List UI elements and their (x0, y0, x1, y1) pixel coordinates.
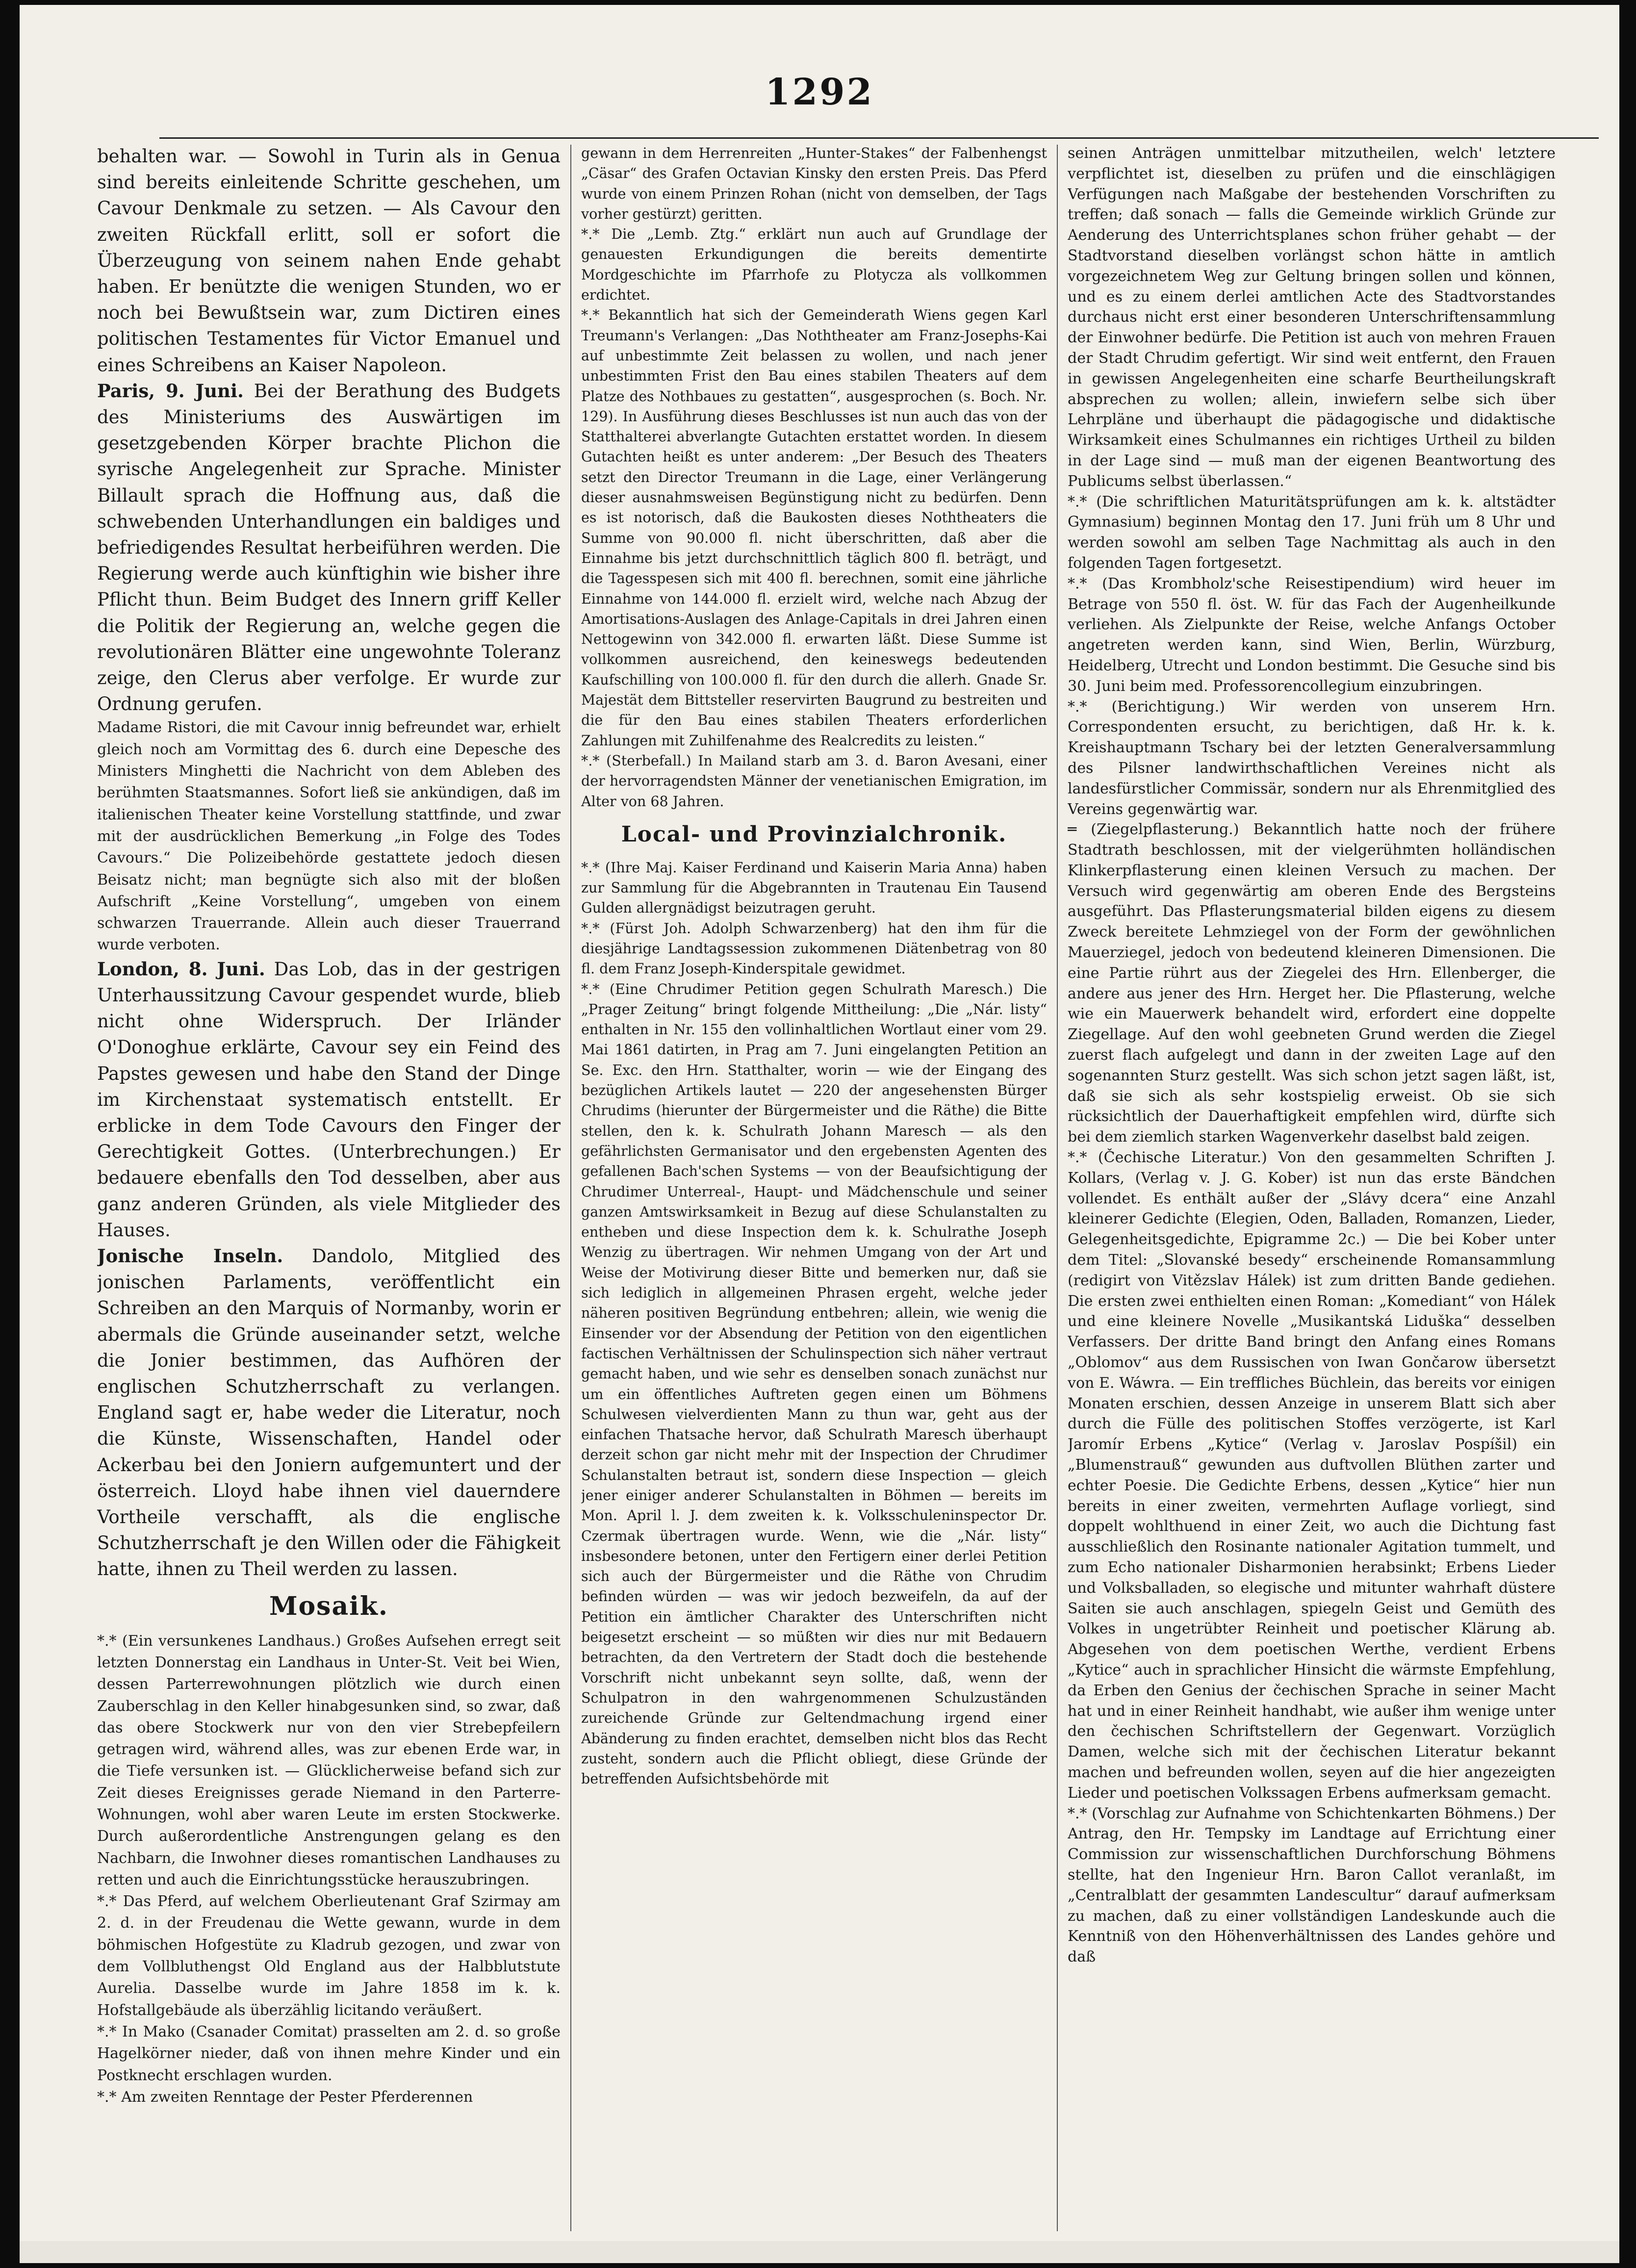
column-right (1068, 143, 1556, 2242)
dateline-paris: Paris, 9. Juni. (97, 380, 244, 402)
column-left (97, 143, 561, 2242)
paragraph-ziegel: ═ (Ziegelpflasterung.) Bekanntlich hatte noch der frühere Stadtrath beschlossen, mit der vielgerühmten holländischen Klinkerpflasterung einen kleinen Versuch zu machen. Der Versuch wird gegenwärtig am oberen Ende des Bergsteins ausgeführt. Das Pflasterungsmaterial bilden eigens zu diesem Zweck bereitete Lehmziegel von der Form der gewöhnlichen Mauerziegel, jedoch von bedeutend kleineren Dimensionen. Die eine Partie rührt aus der Ziegelei des Hrn. Ellenberger, die andere aus jener des Hrn. Herget her. Die Pflasterung, welche wie ein Mauerwerk behandelt wird, erfordert eine doppelte Ziegellage. Auf den wohl geebneten Grund werden die Ziegel zuerst flach aufgelegt und dann in der zweiten Lage auf den sogenannten Sturz gestellt. Was sich schon jetzt sagen läßt, ist, daß sie sich als sehr kostspielig erweist. Ob sie sich rücksichtlich der Dauerhaftigkeit empfehlen wird, dürfte sich bei dem ziemlich starken Wagenverkehr daselbst bald zeigen. (1068, 821, 1556, 1146)
paragraph-ristori: Madame Ristori, die mit Cavour innig befreundet war, erhielt gleich noch am Vormittag des 6. durch eine Depesche des Ministers Minghetti die Nachricht von dem Ableben des berühmten Staatsmannes. Sofort ließ sie ankündigen, daß im italienischen Theater keine Vorstellung stattfinde, und zwar mit der ausdrücklichen Bemerkung „in Folge des Todes Cavours.“ Die Polizeibehörde gestattete jedoch diesen Beisatz nicht; man begnügte sich also mit der bloßen Aufschrift „Keine Vorstellung“, umgeben von einem schwarzen Trauerrande. Allein auch dieser Trauerrand wurde verboten. (97, 719, 561, 954)
paragraph-matura: *.* (Die schriftlichen Maturitätsprüfungen am k. k. altstädter Gymnasium) beginnen Montag den 17. Juni früh um 8 Uhr und werden sowohl am selben Tage Nachmittag als auch in den folgenden Tagen fortgesetzt. (1068, 493, 1556, 572)
paragraph-lemberg: *.* Die „Lemb. Ztg.“ erklärt nun auch auf Grundlage der genauesten Erkundigungen die bereits dementirte Mordgeschichte im Pfarrhofe zu Plotycza als vollkommen erdichtet. (581, 226, 1047, 304)
paragraph-berichtigung: *.* (Berichtigung.) Wir werden von unserem Hrn. Correspondenten ersucht, zu berichtigen, daß Hr. k. k. Kreishauptmann Tschary bei der letzten Generalversammlung des Pilsner landwirthschaftlichen Vereines nicht als landesfürstlicher Commissär, sondern nur als Ehrenmitglied des Vereins gegenwärtig war. (1068, 698, 1556, 818)
bottom-margin (20, 2241, 1619, 2263)
paragraph-petition-cont: seinen Anträgen unmittelbar mitzutheilen, welch' letztere verpflichtet ist, dieselben zu prüfen und die einschlägigen Verfügungen nach Maßgabe der bestehenden Vorschriften zu treffen; daß sonach — falls die Gemeinde wirklich Gründe zur Aenderung des Unterrichtsplanes schon früher gehabt — der Stadtvorstand dieselben vorlängst schon hätte in amtlich vorgezeichnetem Weg zur Geltung bringen sollen und können, und es zu einem derlei amtlichen Acte des Stadtvorstandes durchaus nicht erst einer besonderen Unterschriftensammlung der Einwohner bedürfe. Die Petition ist auch von mehren Frauen der Stadt Chrudim gefertigt. Wir sind weit entfernt, den Frauen in gewissen Angelegenheiten eine scharfe Beurtheilungskraft absprechen zu wollen; allein, inwiefern selbe sich über Lehrpläne und überhaupt die pädagogische und didaktische Wirksamkeit eines Schulmannes ein richtiges Urtheil zu bilden in der Lage sind — muß man der eigenen Beantwortung des Publicums selbst überlassen.“ (1068, 145, 1556, 490)
section-heading-local: Local- und Provinzialchronik. (621, 821, 1007, 847)
paragraph-kaiser: *.* (Ihre Maj. Kaiser Ferdinand und Kaiserin Maria Anna) haben zur Sammlung für die Abgebrannten in Trautenau Ein Tausend Gulden allergnädigst beizutragen geruht. (581, 859, 1047, 917)
dateline-ionian: Jonische Inseln. (97, 1245, 283, 1267)
paragraph-treumann: *.* Bekanntlich hat sich der Gemeinderath Wiens gegen Karl Treumann's Verlangen: „Das Noththeater am Franz-Josephs-Kai auf unbestimmte Zeit belassen zu wollen, und nach jener unbestimmten Frist den Bau eines stabilen Theaters auf dem Platze des Nothbaues zu gestatten“, ausgesprochen (s. Boch. Nr. 129). In Ausführung dieses Beschlusses ist nun auch das von der Statthalterei abverlangte Gutachten erstattet worden. In diesem Gutachten heißt es unter anderem: „Der Besuch des Theaters setzt den Director Treumann in die Lage, einer Verlängerung dieser ausnahmsweisen Begünstigung nicht zu bedürfen. Denn es ist notorisch, daß die Baukosten dieses Noththeaters die Summe von 90.000 fl. nicht überschritten, daß aber die Einnahme bis jetzt durchschnittlich täglich 800 fl. beträgt, und die Tagesspesen sich mit 400 fl. berechnen, somit eine jährliche Einnahme von 144.000 fl. erzielt wird, welche nach Abzug der Amortisations-Auslagen des Anlage-Capitals in drei Jahren einen Nettogewinn von 342.000 fl. erwarten läßt. Diese Summe ist vollkommen ausreichend, den keineswegs bedeutenden Kaufschilling von 100.000 fl. für den durch die allerh. Gnade Sr. Majestät dem Bittsteller reservirten Baugrund zu bestreiten und die für den Bau eines stabilen Theaters erforderlichen Zahlungen mit Zuhilfenahme des Realcredits zu leisten.“ (581, 307, 1047, 749)
paragraph-sterbefall: *.* (Sterbefall.) In Mailand starb am 3. d. Baron Avesani, einer der hervorragendsten Männer der venetianischen Emigration, im Alter von 68 Jahren. (581, 752, 1047, 810)
paragraph-caesar: gewann in dem Herrenreiten „Hunter-Stakes“ der Falbenhengst „Cäsar“ des Grafen Octavian Kinsky den ersten Preis. Das Pferd wurde von einem Prinzen Rohan (nicht von demselben, der Tags vorher gestürzt) geritten. (581, 145, 1047, 222)
paragraph-schichtenkarten: *.* (Vorschlag zur Aufnahme von Schichtenkarten Böhmens.) Der Antrag, den Hr. Tempsky im Landtage auf Errichtung einer Commission zur wissenschaftlichen Durchforschung Böhmens stellte, hat den Ingenieur Hrn. Baron Callot veranlaßt, im „Centralblatt der gesammten Landescultur“ darauf aufmerksam zu machen, daß zu einer vollständigen Landeskunde auch die Kenntniß von den Höhenverhältnissen des Landes gehöre und daß (1068, 1805, 1556, 1966)
paragraph-pester: *.* Am zweiten Renntage der Pester Pferderennen (97, 2088, 473, 2106)
london-text: Das Lob, das in der gestrigen Unterhaussitzung Cavour gespendet wurde, blieb nicht ohne Widerspruch. Der Irländer O'Donoghue erklärte, Cavour sey ein Feind des Papstes gewesen und habe den Stand der Dinge im Kirchenstaat systematisch entstellt. Er erblicke in dem Tode Cavours den Finger der Gerechtigkeit Gottes. (Unterbrechungen.) Er bedauere ebenfalls den Tod desselben, aber aus ganz anderen Gründen, als viele Mitglieder des Hauses. (97, 958, 561, 1241)
newspaper-page (20, 5, 1619, 2263)
paragraph-ionian (97, 1243, 561, 1582)
paragraph-schwarzenberg: *.* (Fürst Joh. Adolph Schwarzenberg) hat den ihm für die diesjährige Landtagssession zukommenen Diätenbetrag von 80 fl. dem Franz Joseph-Kinderspitale gewidmet. (581, 920, 1047, 977)
page-number: 1292 (765, 71, 874, 113)
paragraph-literatur: *.* (Čechische Literatur.) Von den gesammelten Schriften J. Kollars, (Verlag v. J. G. Kober) ist nun das erste Bändchen vollendet. Es enthält außer der „Slávy dcera“ eine Anzahl kleinerer Gedichte (Elegien, Oden, Balladen, Romanzen, Lieder, Gelegenheitsgedichte, Epigramme 2c.) — Die bei Kober unter dem Titel: „Slovanské besedy“ erscheinende Romansammlung (redigirt von Vitězslav Hálek) ist zum dritten Bande gediehen. Die ersten zwei enthielten einen Roman: „Komediant“ von Hálek und eine kleinere Novelle „Musikantská Liduška“ desselben Verfassers. Der dritte Band bringt den Anfang eines Romans „Oblomov“ aus dem Russischen von Iwan Gončarow übersetzt von E. Wáwra. — Ein treffliches Büchlein, das bereits vor einigen Monaten erschien, dessen Anzeige in unserem Blatt sich aber durch die Fülle des politischen Stoffes verzögerte, ist Karl Jaromír Erbens „Kytice“ (Verlag v. Jaroslav Pospíšil) ein „Blumenstrauß“ gewunden aus duftvollen Blüthen zarter und echter Poesie. Die Gedichte Erbens, dessen „Kytice“ hier nun bereits in einer zweiten, vermehrten Auflage vorliegt, sind doppelt wohlthuend in einer Zeit, wo auch die Dichtung fast ausschließlich den Rosinante nationaler Agitation tummelt, und zum Echo nationaler Disharmonien herabsinkt; Erbens Lieder und Volksballaden, so elegische und mitunter wahrhaft düstere Saiten sie auch anschlagen, spiegeln Geist und Gemüth des Volkes in ungetrübter Reinheit und poetischer Klärung ab. Abgesehen von dem poetischen Werthe, verdient Erbens „Kytice“ auch in sprachlicher Hinsicht die wärmste Empfehlung, da Erben den Genius der čechischen Sprache in seiner Macht hat und in einer Reinheit handhabt, wie außer ihm wenige unter den čechischen Schriftstellern der Gegenwart. Vorzüglich Damen, welche sich mit der čechischen Literatur bekannt machen und befreunden wollen, seyen auf die hier angezeigten Lieder und poetischen Volkssagen Erbens aufmerksam gemacht. (1068, 1149, 1556, 1802)
column-divider (1057, 145, 1058, 2231)
paragraph-pferd: *.* Das Pferd, auf welchem Oberlieutenant Graf Szirmay am 2. d. in der Freudenau die Wette gewann, wurde in dem böhmischen Hofgestüte zu Kladrub gezogen, und zwar von dem Vollbluthengst Old England aus der Halbblutstute Aurelia. Dasselbe wurde im Jahre 1858 im k. k. Hofstallgebäude als überzählig licitando veräußert. (97, 1893, 561, 2019)
column-middle (581, 143, 1047, 2242)
paragraph-cavour: behalten war. — Sowohl in Turin als in Genua sind bereits einleitende Schritte geschehen, um Cavour Denkmale zu setzen. — Als Cavour den zweiten Rückfall erlitt, soll er sofort die Überzeugung von seinem nahen Ende gehabt haben. Er benützte die wenigen Stunden, wo er noch bei Bewußtsein war, zum Dictiren eines politischen Testamentes für Victor Emanuel und eines Schreibens an Kaiser Napoleon. (97, 146, 561, 376)
paragraph-stipendium: *.* (Das Krombholz'sche Reisestipendium) wird heuer im Betrage von 550 fl. öst. W. für das Fach der Augenheilkunde verliehen. Als Zielpunkte der Reise, welche Anfangs October angetreten werden kann, sind Wien, Berlin, Würzburg, Heidelberg, Utrecht und London bestimmt. Die Gesuche sind bis 30. Juni beim med. Professorencollegium einzubringen. (1068, 575, 1556, 695)
paragraph-mako: *.* In Mako (Csanader Comitat) prasselten am 2. d. so große Hagelkörner nieder, daß von ihnen mehre Kinder und ein Postknecht erschlagen wurden. (97, 2023, 561, 2084)
paris-text: Bei der Berathung des Budgets des Ministeriums des Auswärtigen im gesetzgebenden Körper brachte Plichon die syrische Angelegenheit zur Sprache. Minister Billault sprach die Hoffnung aus, daß die schwebenden Unterhandlungen ein baldiges und befriedigendes Resultat herbeiführen werden. Die Regierung werde auch künftighin wie bisher ihre Pflicht thun. Beim Budget des Innern griff Keller die Politik der Regierung an, welche gegen die revolutionären Blätter eine ungewohnte Toleranz zeige, den Clerus aber verfolge. Er wurde zur Ordnung gerufen. (97, 380, 561, 715)
dateline-london: London, 8. Juni. (97, 958, 265, 980)
ionian-text: Dandolo, Mitglied des jonischen Parlaments, veröffentlicht ein Schreiben an den Marquis of Normanby, worin er abermals die Gründe auseinander setzt, welche die Jonier bestimmen, das Aufhören der englischen Schutzherrschaft zu verlangen. England sagt er, habe weder die Literatur, noch die Künste, Wissenschaften, Handel oder Ackerbau bei den Joniern aufgemuntert und der österreich. Lloyd habe ihnen viel dauerndere Vortheile verschafft, als die englische Schutzherrschaft je den Willen oder die Fähigkeit hatte, ihnen zu Theil werden zu lassen. (97, 1245, 561, 1580)
paragraph-paris (97, 378, 561, 717)
header-rule (159, 137, 1599, 139)
section-heading-mosaik: Mosaik. (269, 1591, 389, 1621)
column-divider (570, 145, 571, 2231)
paragraph-chrudim: *.* (Eine Chrudimer Petition gegen Schulrath Maresch.) Die „Prager Zeitung“ bringt folgende Mittheilung: „Die „Nár. listy“ enthalten in Nr. 155 den vollinhaltlichen Wortlaut einer vom 29. Mai 1861 datirten, in Prag am 7. Juni eingelangten Petition an Se. Exc. den Hrn. Statthalter, worin — wie der Eingang des bezüglichen Artikels lautet — 220 der angesehensten Bürger Chrudims (hierunter der Bürgermeister und die Räthe) die Bitte stellen, den k. k. Schulrath Johann Maresch — als den gefährlichsten Germanisator und den ergebensten Agenten des gefallenen Bach'schen Systems — von der Beaufsichtigung der Chrudimer Unterreal-, Haupt- und Mädchenschule und seiner ganzen Amtswirksamkeit in Bezug auf diese Schulanstalten zu entheben und diese Inspection dem k. k. Schulrathe Joseph Wenzig zu übertragen. Wir nehmen Umgang von der Art und Weise der Motivirung dieser Bitte und bemerken nur, daß sie sich lediglich in allgemeinen Phrasen ergeht, welche jeder näheren positiven Begründung entbehren; allein, wie wenig die Einsender vor der Absendung der Petition von den eigentlichen factischen Verhältnissen der Schulinspection sich näher vertraut gemacht haben, und wie sehr es denselben sonach zunächst nur um ein öffentliches Auftreten gegen einen um Böhmens Schulwesen vielverdienten Mann zu thun war, geht aus der einfachen Thatsache hervor, daß Schulrath Maresch überhaupt derzeit schon gar nicht mehr mit der Inspection der Chrudimer Schulanstalten betraut ist, sondern diese Inspection — gleich jener einiger anderer Schulanstalten in Böhmen — bereits im Mon. April l. J. dem zweiten k. k. Volksschuleninspector Dr. Czermak übertragen wurde. Wenn, wie die „Nár. listy“ insbesondere betonen, unter den Fertigern einer derlei Petition sich auch der Bürgermeister und die Räthe von Chrudim befinden würden — was wir jedoch bezweifeln, da auf der Petition ein ämtlicher Charakter des Unterschriften nicht beigesetzt erscheint — so müßten wir dies nur mit Bedauern betrachten, da den Vertretern der Stadt doch die bestehende Vorschrift nicht unbekannt seyn sollte, daß, wenn der Schulpatron in den wahrgenommenen Schulzuständen zureichende Gründe zur Geltendmachung irgend einer Abänderung zu finden erachtet, demselben nicht blos das Recht zusteht, sondern auch die Pflicht obliegt, diese Gründe der betreffenden Aufsichtsbehörde mit (581, 981, 1047, 1787)
paragraph-landhaus: *.* (Ein versunkenes Landhaus.) Großes Aufsehen erregt seit letzten Donnerstag ein Landhaus in Unter-St. Veit bei Wien, dessen Parterrewohnungen plötzlich wie durch einen Zauberschlag in den Keller hinabgesunken sind, so zwar, daß das obere Stockwerk nur von den vier Strebepfeilern getragen wird, während alles, was zur ebenen Erde war, in die Tiefe versunken ist. — Glücklicherweise befand sich zur Zeit dieses Ereignisses gerade Niemand in den Parterre-Wohnungen, wohl aber waren Leute im ersten Stockwerke. Durch außerordentliche Anstrengungen gelang es den Nachbarn, die Inwohner dieses romantischen Landhauses zu retten und auch die Einrichtungsstücke herauszubringen. (97, 1632, 561, 1888)
paragraph-london (97, 956, 561, 1243)
